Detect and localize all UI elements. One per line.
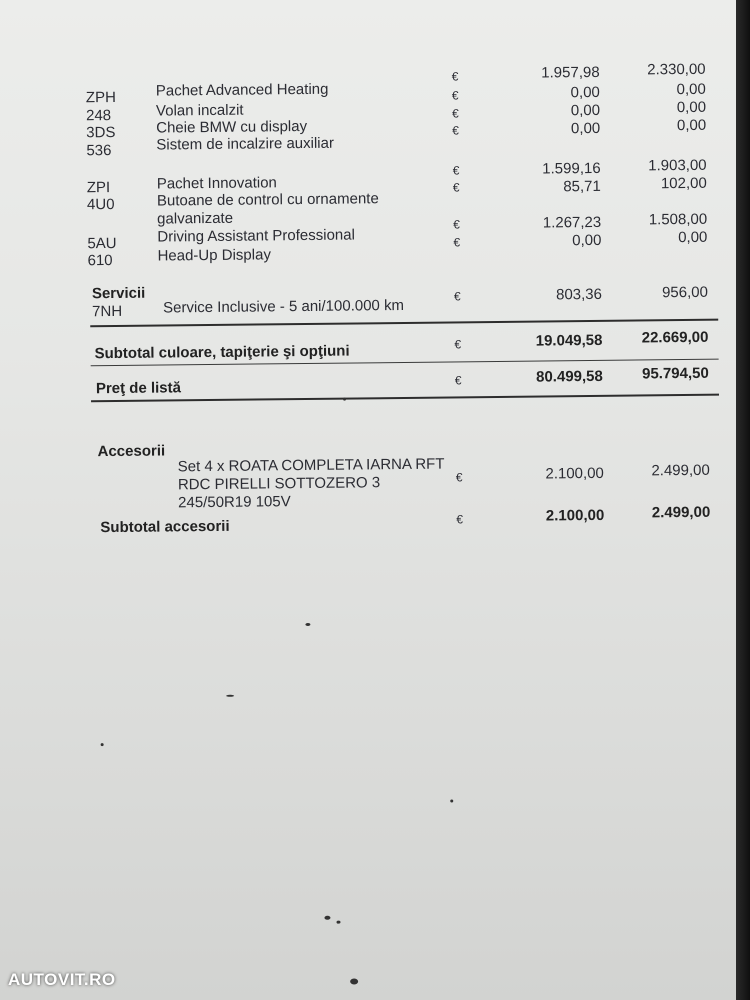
paper-speck — [226, 695, 234, 697]
list-price-gross: 95.794,50 — [641, 364, 709, 383]
accessories-heading: Accesorii — [97, 442, 166, 461]
option-code: 4U0 — [86, 195, 115, 214]
divider — [90, 319, 718, 327]
option-code: ZPH — [85, 88, 116, 107]
currency-symbol: € — [452, 163, 460, 178]
option-description: Volan incalzit — [155, 101, 244, 120]
currency-symbol: € — [454, 337, 462, 352]
price-gross: 0,00 — [676, 80, 706, 99]
paper-speck — [324, 916, 330, 920]
option-description: Sistem de incalzire auxiliar — [156, 134, 335, 154]
paper-edge-shadow — [736, 0, 750, 1000]
currency-symbol: € — [456, 512, 464, 527]
price-net: 0,00 — [572, 231, 602, 250]
price-net: 0,00 — [570, 83, 600, 102]
price-gross: 0,00 — [676, 98, 707, 117]
currency-symbol: € — [451, 69, 459, 84]
currency-symbol: € — [453, 289, 461, 304]
paper-speck — [450, 799, 453, 802]
options-table — [0, 0, 735, 270]
service-description: Service Inclusive - 5 ani/100.000 km — [162, 296, 405, 317]
option-code: 5AU — [87, 234, 117, 253]
option-description: Pachet Innovation — [156, 174, 277, 193]
option-description: Head-Up Display — [157, 246, 271, 265]
price-net: 1.267,23 — [542, 213, 602, 232]
table-row — [0, 0, 735, 107]
subtotal-accessories-net: 2.100,00 — [545, 506, 605, 525]
accessory-description-line: RDC PIRELLI SOTTOZERO 3 — [177, 474, 381, 494]
currency-symbol: € — [451, 106, 459, 121]
price-net: 803,36 — [555, 285, 603, 304]
price-net: 1.599,16 — [542, 159, 601, 178]
paper-speck — [305, 623, 310, 626]
subtotal-gross: 22.669,00 — [641, 328, 709, 347]
price-gross: 2.330,00 — [647, 60, 706, 79]
currency-symbol: € — [455, 470, 463, 485]
price-gross: 0,00 — [678, 228, 708, 247]
subtotal-accessories-gross: 2.499,00 — [651, 503, 711, 522]
price-net: 1.957,98 — [541, 63, 600, 82]
price-net: 85,71 — [563, 177, 601, 196]
service-code: 7NH — [92, 302, 123, 321]
option-description-continued: galvanizate — [157, 209, 234, 228]
price-gross: 0,00 — [676, 116, 707, 135]
option-description: Pachet Advanced Heating — [155, 80, 329, 100]
paper-speck — [350, 978, 358, 984]
price-net: 0,00 — [570, 101, 601, 120]
currency-symbol: € — [452, 180, 460, 195]
watermark-logo: AUTOVIT.RO — [8, 970, 116, 989]
list-price-net: 80.499,58 — [535, 367, 603, 386]
option-description: Cheie BMW cu display — [156, 117, 308, 137]
list-price-label: Preţ de listă — [95, 379, 182, 398]
currency-symbol: € — [453, 235, 461, 250]
subtotal-net: 19.049,58 — [535, 331, 603, 350]
subtotal-options-label: Subtotal culoare, tapiţerie şi opţiuni — [94, 342, 350, 363]
currency-symbol: € — [453, 217, 460, 232]
option-description: Driving Assistant Professional — [157, 226, 355, 246]
currency-symbol: € — [454, 373, 462, 388]
option-code: 610 — [87, 252, 113, 270]
option-code: 3DS — [86, 123, 116, 142]
accessory-description-line: 245/50R19 105V — [178, 493, 291, 512]
paper-speck — [343, 398, 346, 401]
price-gross: 2.499,00 — [651, 461, 710, 480]
divider — [91, 394, 719, 402]
paper-speck — [336, 921, 340, 924]
price-gross: 1.508,00 — [648, 210, 708, 229]
price-gross: 1.903,00 — [648, 156, 707, 175]
option-code: ZPI — [86, 179, 111, 197]
subtotal-accessories-label: Subtotal accesorii — [100, 517, 230, 537]
price-gross: 956,00 — [661, 283, 709, 302]
price-net: 0,00 — [570, 119, 601, 138]
option-code: 248 — [85, 107, 112, 125]
price-net: 2.100,00 — [545, 464, 604, 483]
currency-symbol: € — [451, 88, 459, 103]
option-code: 536 — [86, 142, 112, 160]
currency-symbol: € — [452, 123, 459, 138]
services-heading: Servicii — [91, 284, 146, 303]
option-description: Butoane de control cu ornamente — [156, 190, 379, 210]
price-gross: 102,00 — [660, 174, 707, 193]
paper-speck — [101, 743, 104, 746]
accessory-description-line: Set 4 x ROATA COMPLETA IARNA RFT — [177, 455, 445, 476]
